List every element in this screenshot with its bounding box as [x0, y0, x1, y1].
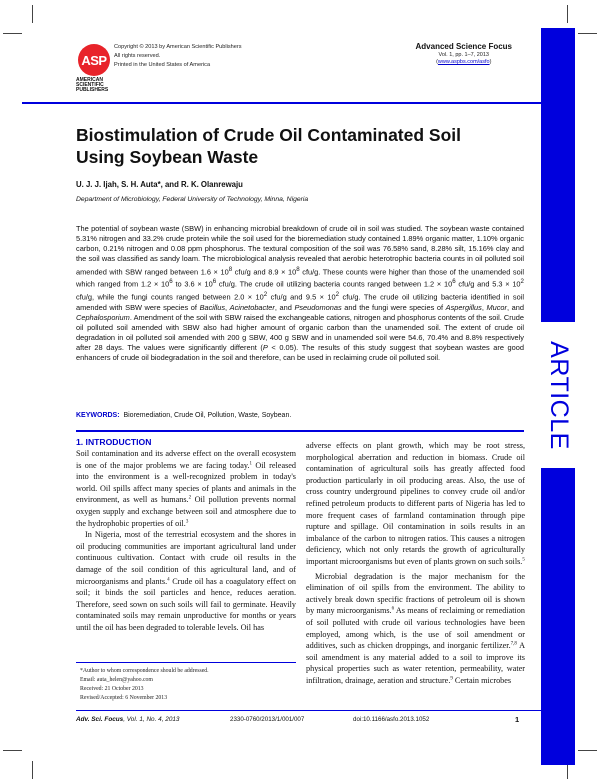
- footer-doi: doi:10.1166/asfo.2013.1052: [353, 716, 430, 723]
- keywords-label: KEYWORDS:: [76, 412, 120, 419]
- publisher-name: AMERICAN SCIENTIFIC PUBLISHERS: [76, 77, 109, 94]
- journal-name: Advanced Science Focus: [415, 42, 512, 51]
- footer-citation: Adv. Sci. Focus, Vol. 1, No. 4, 2013: [76, 716, 180, 723]
- authors: U. J. J. Ijah, S. H. Auta*, and R. K. Olanrewaju: [76, 180, 243, 189]
- paragraph: adverse effects on plant growth, which may be root stress, morphological aberration and reduction in biomass. Crude oil contamination of agricultural soils has greatly affected food production particularly in oil producing areas. Also, the use of cross country underground pipelines to convey crude oil and/or refined petroleum products to different parts of Nigeria has led to more frequent cases of farmland contamination through pipe rupture and spillage. Oil contamination in soils results in an imbalance of the carbon to nitrogen ratios. This causes a nitrogen deficiency, which not only retards the growth of agriculturally important microorganisms but even of plants grown on such soils.$^5$: [306, 441, 525, 566]
- crop-mark: [578, 750, 597, 751]
- affiliation: Department of Microbiology, Federal University of Technology, Minna, Nigeria: [76, 196, 309, 203]
- side-bar-bottom: [541, 468, 575, 765]
- article-type-label: ARTICLE: [544, 340, 573, 450]
- crop-mark: [3, 750, 22, 751]
- side-bar-top: [541, 28, 575, 322]
- paragraph: In Nigeria, most of the terrestrial ecosystem and the shores in oil producing communities are important agricultural land under continuous cultivation. Contact with crude oil results in the damage of the soil condition of this agricultural land, and of microorganisms and plants.$^4$ Crude oil has a coagulatory effect on soil; it binds the soil particles and hence, reduces aeration. Therefore, seed sown on such soils will fail to germinate. Heavily contaminated soils may remain unproductive for months or years until the oil has been degraded to tolerable levels. Oil has: [76, 530, 296, 632]
- crop-mark: [578, 33, 597, 34]
- footer-rule: [76, 710, 541, 711]
- section-heading: 1. INTRODUCTION: [76, 437, 152, 447]
- crop-mark: [3, 33, 22, 34]
- footnote-rule: [76, 662, 296, 663]
- header-rule: [22, 102, 541, 104]
- abstract: The potential of soybean waste (SBW) in enhancing microbial breakdown of crude oil in soil was studied. The soybean waste contained 5.31% nitrogen and 33.2% crude protein while the soil used for the bioremediation study contained 1.89% organic matter, 1.10% organic carbon, 0.21% nitrogen and 0.08 ppm phosphorus. The textural composition of the soil was 76.58% sand, 8.28% silt, 15.16% clay and the soil was classified as sandy loam. The microbiological analysis revealed that aerobic heterotrophic bacteria counts in oil polluted soil amended with SBW ranged between $1.6 \times 10^8$ cfu/g and $8.9 \times 10^8$ cfu/g. These counts were higher than those of the unamended soil which ranged from $1.2 \times 10^6$ to $3.6 \times 10^6$ cfu/g. The crude oil utilizing bacteria counts ranged between $1.2 \times 10^6$ cfu/g and $5.3 \times 10^2$ cfu/g, while the fungi counts ranged between $2.0 \times 10^2$ cfu/g and $9.5 \times 10^2$ cfu/g. The crude oil utilizing bacteria identified in soil amended with SBW were species of Bacillus, Acinetobacter, and Pseudomonas and the fungi were species of Aspergillus, Mucor, and Cephalosporium. Amendment of the soil with SBW raised the exchangeable cations, nitrogen and phosphorus contents of the soil. Crude oil polluted soil amended with SBW also had higher amount of organic carbon than the unamended soil. The extent of crude oil degradation in oil polluted soil amended with 200 g SBW, 400 g SBW and in unamended soil were 54.6, 70.4% and 8.8% respectively after 28 days. The values were significantly different (P < 0.05). The results of this study suggest that soybean wastes are good enhancers of crude oil biodegradation in the soil and therefore, can be used in reclaiming crude oil polluted soil.: [76, 224, 525, 363]
- journal-url-link[interactable]: www.aspbs.com/asfo: [437, 59, 490, 65]
- journal-volume: Vol. 1, pp. 1–7, 2013: [438, 52, 489, 58]
- copyright-notice: Copyright © 2013 by American Scientific Publishers All rights reserved. Printed in the United States of America: [114, 44, 242, 68]
- journal-info: Advanced Science Focus Vol. 1, pp. 1–7, 2013 (www.aspbs.com/asfo): [415, 42, 512, 65]
- keywords: [76, 412, 291, 419]
- crop-mark: [32, 761, 33, 779]
- crop-mark: [567, 5, 568, 23]
- paragraph: Microbial degradation is the major mechanism for the elimination of oil spills from the environment. The ability to actively break down specific fractions of petroleum oil is shown by many microorganisms.$^6$ As means of reclaiming or remediation of soil polluted with crude oil various technologies have been employed, among which, is the use of soil amendment or additives, such as chicken droppings, and inorganic fertilizer.$^{7,8}$ A soil amendment is any material added to a soil to improve its physical properties such as water retention, permeability, water infiltration, drainage, aeration and structure.$^9$ Certain microbes: [306, 571, 525, 685]
- keywords-value: Bioremediation, Crude Oil, Pollution, Waste, Soybean.: [123, 412, 292, 419]
- body-column-right: [306, 440, 525, 686]
- footer-issn: 2330-0760/2013/1/001/007: [230, 716, 305, 723]
- body-column-left: [76, 436, 296, 634]
- keywords-rule: [76, 430, 524, 432]
- asp-logo-icon: ASP: [78, 44, 110, 76]
- footnote: *Author to whom correspondence should be addressed. Email: auta_helen@yahoo.com Received: 21 October 2013 Revised/Accepted: 6 November 2013: [80, 668, 209, 702]
- page-number: 1: [515, 715, 520, 724]
- article-title: Biostimulation of Crude Oil Contaminated Soil Using Soybean Waste: [76, 125, 462, 167]
- publisher-logo: [76, 44, 112, 96]
- paragraph: Soil contamination and its adverse effect on the overall ecosystem is one of the major problems we are facing today.$^1$ Oil released into the environment is a well-recognized problem in today's world. Oil spills affect many species of plants and animals in the environment, as well as humans.$^2$ Oil pollution prevents normal oxygen supply and exchange between soil and atmosphere due to the hydrophobic properties of oil.$^3$: [76, 449, 296, 528]
- crop-mark: [32, 5, 33, 23]
